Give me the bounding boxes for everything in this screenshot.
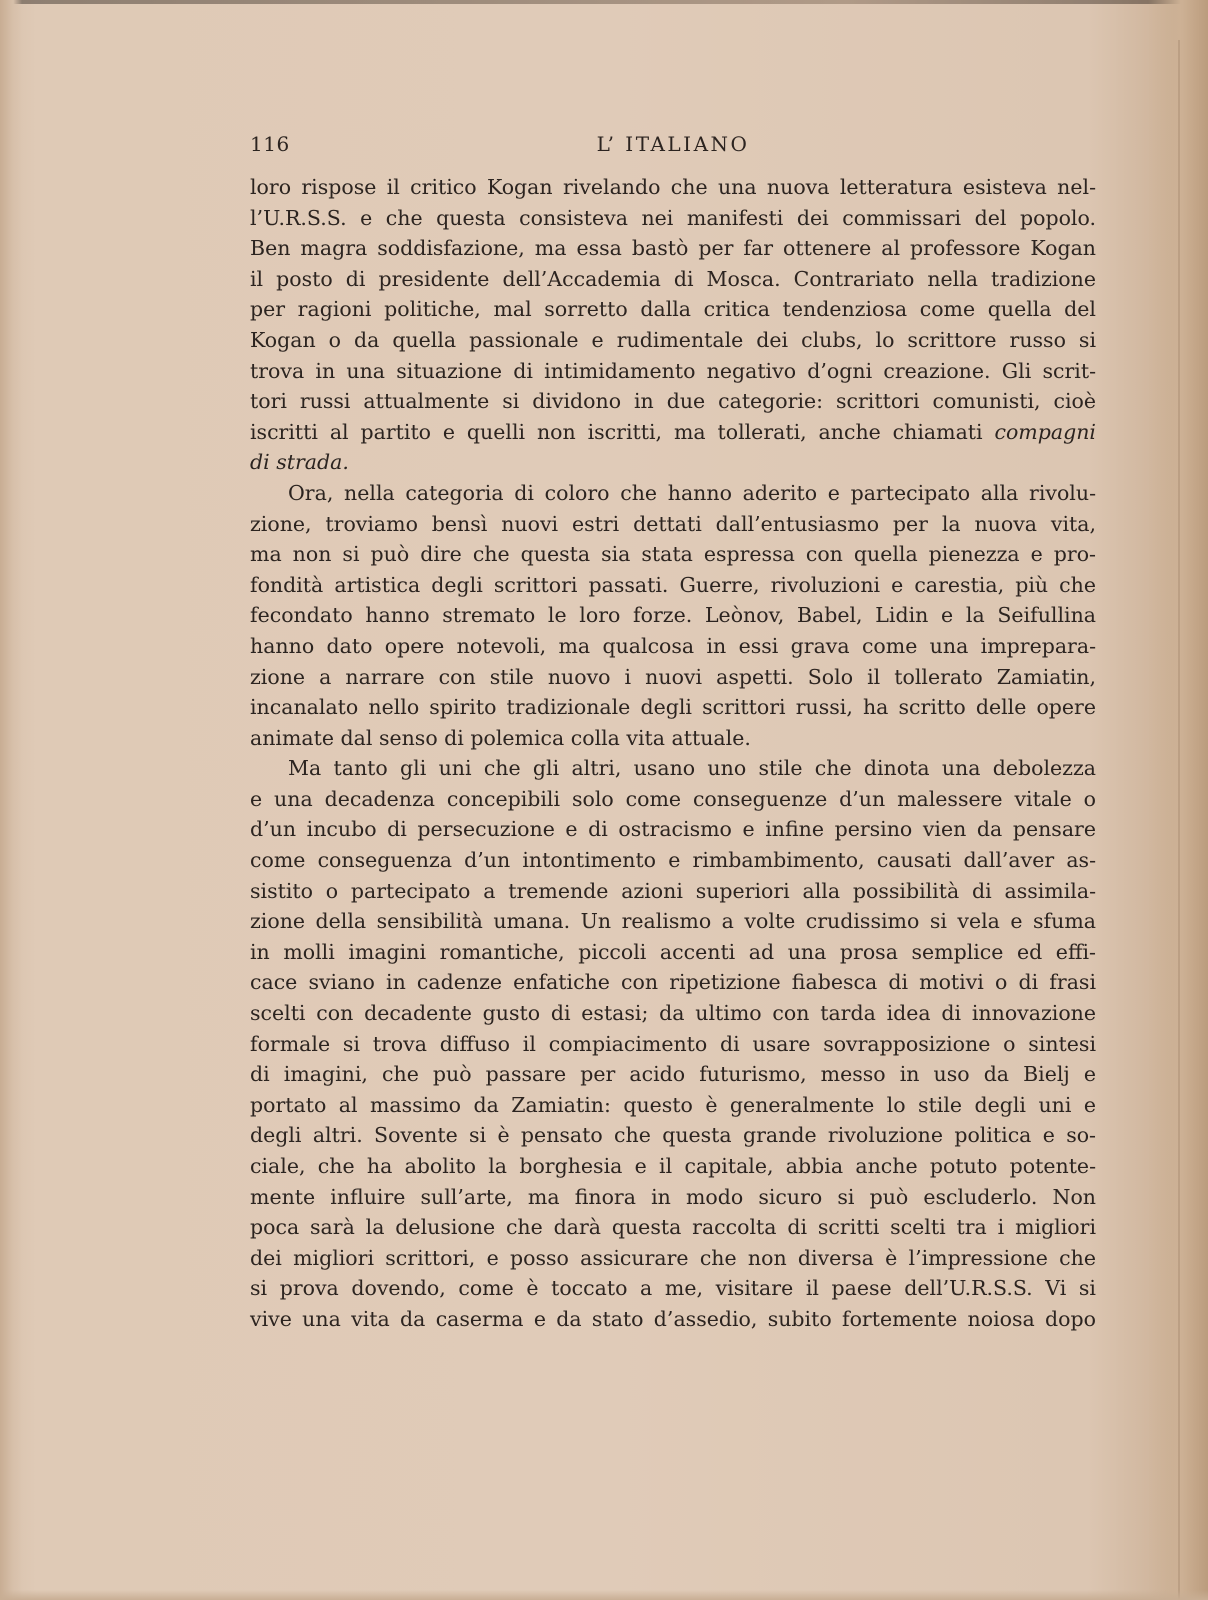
page-top-edge bbox=[0, 0, 1208, 4]
text-line: tori russi attualmente si dividono in due categorie: scrittori comunisti, cioè bbox=[250, 389, 1096, 414]
italic-term: di bbox=[250, 450, 270, 475]
text-line: incanalato nello spirito tradizionale degli scrittori russi, ha scritto delle opere bbox=[250, 695, 1096, 720]
text-line: loro rispose il critico Kogan rivelando che una nuova letteratura esisteva nel- bbox=[250, 175, 1096, 199]
text-line: cace sviano in cadenze enfatiche con ripetizione fiabesca di motivi o di frasi bbox=[250, 970, 1096, 995]
text-line: Ma tanto gli uni che gli altri, usano uno stile che dinota una debolezza bbox=[288, 756, 1096, 781]
italic-term: compagni bbox=[994, 419, 1096, 444]
text-line: Ora, nella categoria di coloro che hanno aderito e partecipato alla rivolu- bbox=[288, 480, 1096, 505]
body-text bbox=[250, 172, 1096, 1335]
text-line: zione a narrare con stile nuovo i nuovi aspetti. Solo il tollerato Zamiatin, bbox=[250, 664, 1096, 689]
text-line: per ragioni politiche, mal sorretto dalla critica tendenziosa come quella del bbox=[250, 297, 1096, 322]
text-line: Ben magra soddisfazione, ma essa bastò per far ottenere al professore Kogan bbox=[250, 236, 1096, 261]
text-line-italic bbox=[250, 447, 1096, 478]
text-line: mente influire sull’arte, ma finora in modo sicuro si può escluderlo. Non bbox=[250, 1184, 1096, 1209]
text-line: zione della sensibilità umana. Un realismo a volte crudissimo si vela e sfuma bbox=[250, 909, 1096, 934]
text-line: si prova dovendo, come è toccato a me, visitare il paese dell’U.R.S.S. Vi si bbox=[250, 1276, 1096, 1301]
text-line-with-italic bbox=[250, 417, 1096, 448]
text-line: trova in una situazione di intimidamento negativo d’ogni creazione. Gli scrit- bbox=[250, 358, 1096, 383]
text-line: poca sarà la delusione che darà questa raccolta di scritti scelti tra i migliori bbox=[250, 1215, 1096, 1240]
text-line: d’un incubo di persecuzione e di ostracismo e infine persino vien da pensare bbox=[250, 817, 1096, 842]
page-number: 116 bbox=[250, 132, 290, 156]
text-line: in molli imagini romantiche, piccoli accenti ad una prosa semplice ed effi- bbox=[250, 939, 1096, 964]
paragraph-2 bbox=[250, 478, 1096, 753]
page-left-edge bbox=[0, 0, 22, 1600]
text-line: sistito o partecipato a tremende azioni superiori alla possibilità di assimila- bbox=[250, 878, 1096, 903]
text-line: l’U.R.S.S. e che questa consisteva nei manifesti dei commissari del popolo. bbox=[250, 205, 1096, 230]
text-line: fecondato hanno stremato le loro forze. Leònov, Babel, Lidin e la Seifullina bbox=[250, 603, 1096, 628]
text-line: e una decadenza concepibili solo come conseguenze d’un malessere vitale o bbox=[250, 786, 1096, 811]
text-line: vive una vita da caserma e da stato d’assedio, subito fortemente noiosa dopo bbox=[250, 1306, 1096, 1331]
text-line: ma non si può dire che questa sia stata espressa con quella pienezza e pro- bbox=[250, 542, 1096, 567]
page-bottom-edge bbox=[0, 1590, 1208, 1600]
text-line: dei migliori scrittori, e posso assicurare che non diversa è l’impressione che bbox=[250, 1245, 1096, 1270]
text-line: ciale, che ha abolito la borghesia e il capitale, abbia anche potuto potente- bbox=[250, 1154, 1096, 1178]
text-line: hanno dato opere notevoli, ma qualcosa in essi grava come una imprepara- bbox=[250, 633, 1096, 658]
text-line: zione, troviamo bensì nuovi estri dettati dall’entusiasmo per la nuova vita, bbox=[250, 511, 1096, 536]
text-line: il posto di presidente dell’Accademia di Mosca. Contrariato nella tradizione bbox=[250, 266, 1096, 291]
running-head bbox=[250, 132, 1096, 162]
paragraph-1 bbox=[250, 172, 1096, 478]
text-line: come conseguenza d’un intontimento e rimbambimento, causati dall’aver as- bbox=[250, 848, 1096, 873]
text-segment: iscritti al partito e quelli non iscritti, ma tollerati, anche chiamati bbox=[250, 419, 983, 444]
text-line: di imagini, che può passare per acido futurismo, messo in uso da Bielj e bbox=[250, 1062, 1096, 1087]
text-line: scelti con decadente gusto di estasi; da ultimo con tarda idea di innovazione bbox=[250, 1001, 1096, 1026]
text-line: animate dal senso di polemica colla vita attuale. bbox=[250, 725, 751, 750]
text-line: Kogan o da quella passionale e rudimentale dei clubs, lo scrittore russo si bbox=[250, 327, 1096, 352]
journal-title: L’ ITALIANO bbox=[596, 132, 750, 156]
text-line: portato al massimo da Zamiatin: questo è generalmente lo stile degli uni e bbox=[250, 1092, 1096, 1117]
page-fold-line bbox=[1178, 40, 1180, 1600]
text-line: formale si trova diffuso il compiacimento di usare sovrapposizione o sintesi bbox=[250, 1031, 1096, 1056]
text-line: fondità artistica degli scrittori passati. Guerre, rivoluzioni e carestia, più che bbox=[250, 572, 1096, 597]
text-line: degli altri. Sovente si è pensato che questa grande rivoluzione politica e so- bbox=[250, 1123, 1096, 1148]
italic-term: strada. bbox=[276, 450, 349, 475]
paragraph-3 bbox=[250, 753, 1096, 1334]
